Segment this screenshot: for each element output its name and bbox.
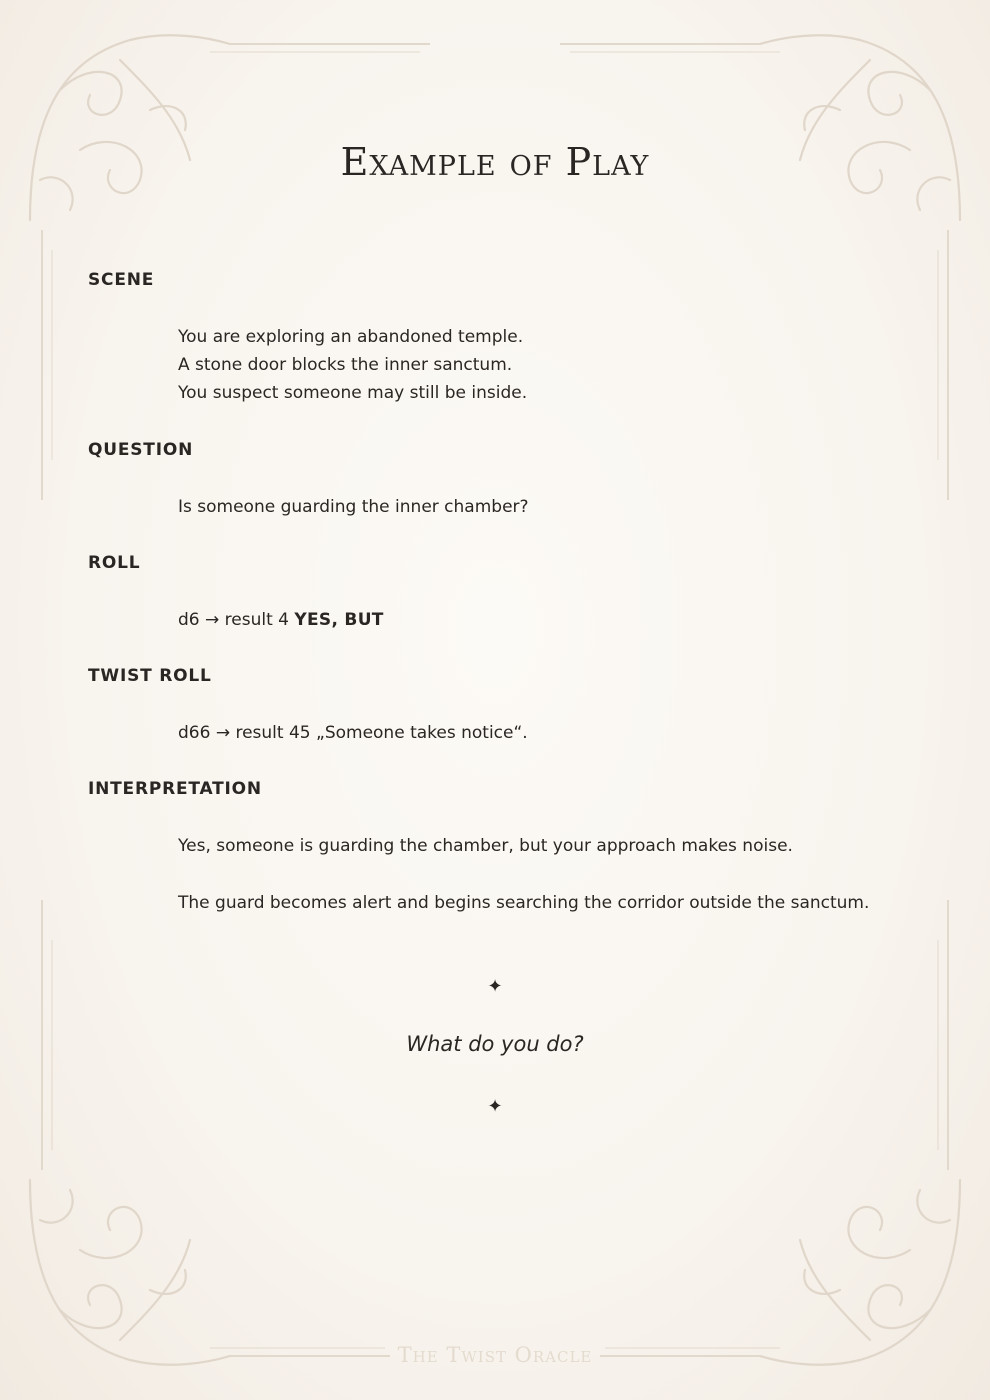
roll-heading: ROLL	[88, 553, 141, 573]
roll-text	[178, 606, 384, 634]
interpretation-paragraph: Yes, someone is guarding the chamber, but your approach makes noise.	[178, 836, 793, 856]
twist-roll-heading: TWIST ROLL	[88, 666, 212, 686]
scene-text	[178, 323, 527, 407]
corner-ornament-bottom-right	[760, 1180, 960, 1365]
corner-ornament-top-right	[760, 35, 960, 220]
roll-description: d6 → result 4	[178, 610, 295, 630]
sparkle-icon: ✦	[487, 976, 503, 997]
scene-line: A stone door blocks the inner sanctum.	[178, 355, 513, 375]
twist-roll-text: d66 → result 45 „Someone takes notice“.	[178, 723, 528, 743]
corner-ornament-top-left	[30, 35, 230, 220]
closing-prompt: What do you do?	[406, 1032, 584, 1056]
footer-title: The Twist Oracle	[397, 1343, 593, 1367]
interpretation-paragraph: The guard becomes alert and begins searching the corridor outside the sanctum.	[178, 893, 870, 913]
page-title: Example of Play	[340, 140, 650, 184]
question-text: Is someone guarding the inner chamber?	[178, 497, 529, 517]
scene-line: You are exploring an abandoned temple.	[178, 327, 524, 347]
sparkle-icon: ✦	[487, 1096, 503, 1117]
scene-line: You suspect someone may still be inside.	[178, 383, 528, 403]
interpretation-heading: INTERPRETATION	[88, 779, 262, 799]
scene-heading: SCENE	[88, 270, 155, 290]
corner-ornament-bottom-left	[30, 1180, 230, 1365]
question-heading: QUESTION	[88, 440, 194, 460]
roll-result: YES, BUT	[294, 610, 384, 630]
